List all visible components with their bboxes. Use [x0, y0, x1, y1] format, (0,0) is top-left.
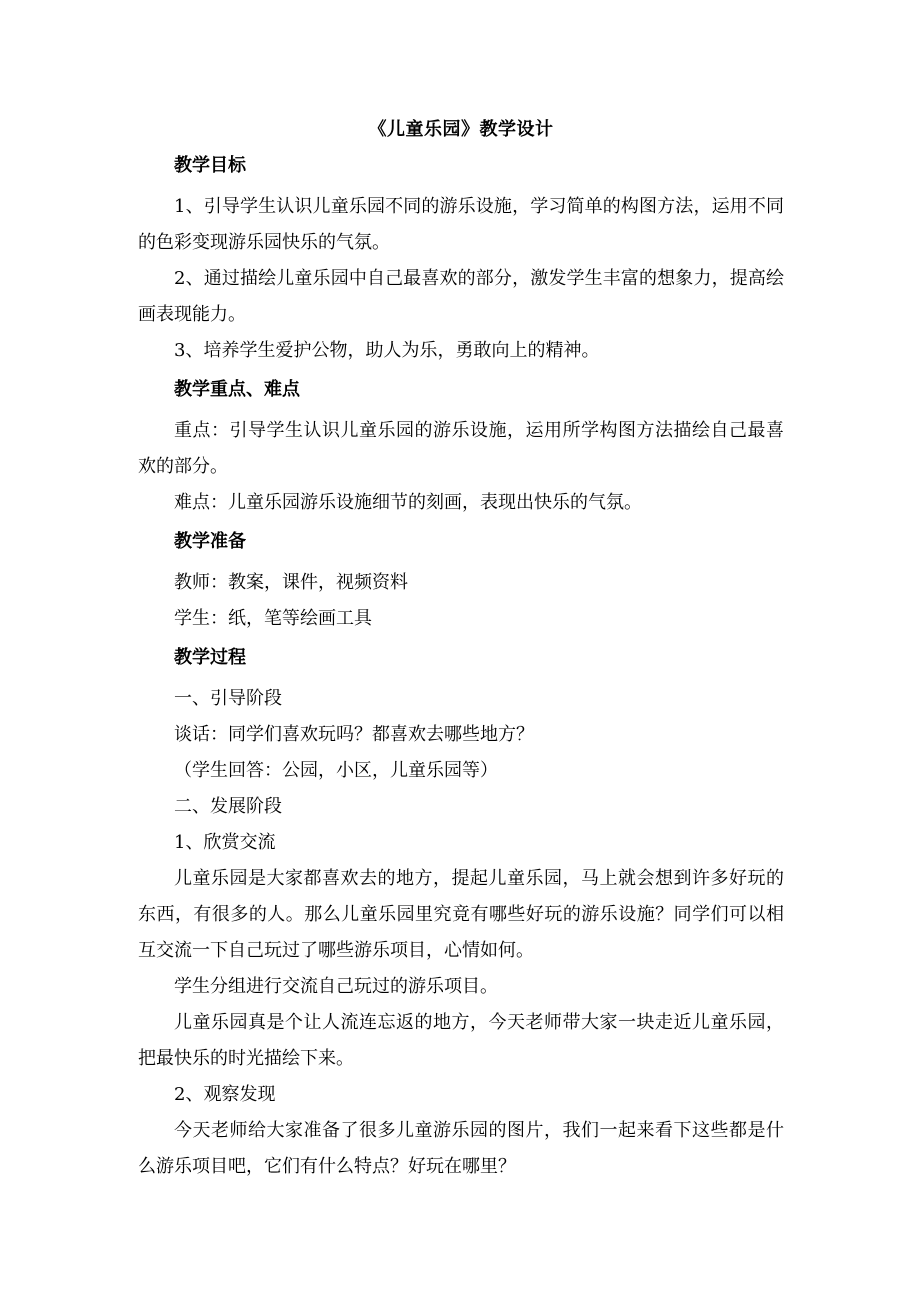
- stage-development: 二、发展阶段: [174, 796, 282, 817]
- prep-teacher: 教师：教案，课件，视频资料: [174, 572, 408, 593]
- subsection-observe-discover: 2、观察发现: [174, 1084, 276, 1105]
- difficult-point: 难点：儿童乐园游乐设施细节的刻画，表现出快乐的气氛。: [174, 492, 642, 513]
- document-title: 《儿童乐园》教学设计: [368, 119, 554, 140]
- paragraph-describe-happiness: 儿童乐园真是个让人流连忘返的地方，今天老师带大家一块走近儿童乐园，把最快乐的时光描绘下来。: [138, 1012, 784, 1069]
- heading-key-and-difficult-points: 教学重点、难点: [174, 379, 300, 400]
- heading-teaching-goals: 教学目标: [174, 155, 246, 176]
- talk-question: 谈话：同学们喜欢玩吗？都喜欢去哪些地方？: [174, 724, 534, 745]
- paragraph-group-exchange: 学生分组进行交流自己玩过的游乐项目。: [174, 976, 498, 997]
- goal-item-1: 1、引导学生认识儿童乐园不同的游乐设施，学习简单的构图方法，运用不同的色彩变现游乐园快乐的气氛。: [138, 196, 784, 253]
- key-point: 重点：引导学生认识儿童乐园的游乐设施，运用所学构图方法描绘自己最喜欢的部分。: [138, 420, 784, 477]
- paragraph-pictures: 今天老师给大家准备了很多儿童游乐园的图片，我们一起来看下这些都是什么游乐项目吧，它们有什么特点？好玩在哪里？: [138, 1120, 784, 1177]
- goal-item-2: 2、通过描绘儿童乐园中自己最喜欢的部分，激发学生丰富的想象力，提高绘画表现能力。: [138, 268, 784, 325]
- student-answer: （学生回答：公园，小区，儿童乐园等）: [174, 760, 498, 781]
- goal-item-3: 3、培养学生爱护公物，助人为乐，勇敢向上的精神。: [174, 340, 600, 361]
- prep-student: 学生：纸，笔等绘画工具: [174, 608, 372, 629]
- heading-teaching-preparation: 教学准备: [174, 531, 246, 552]
- paragraph-playground-intro: 儿童乐园是大家都喜欢去的地方，提起儿童乐园，马上就会想到许多好玩的东西，有很多的人。那么儿童乐园里究竟有哪些好玩的游乐设施？同学们可以相互交流一下自己玩过了哪些游乐项目，心情如何。: [138, 868, 784, 961]
- document-body: [138, 117, 784, 1185]
- heading-teaching-process: 教学过程: [174, 647, 246, 668]
- subsection-appreciate-exchange: 1、欣赏交流: [174, 832, 276, 853]
- stage-guidance: 一、引导阶段: [174, 688, 282, 709]
